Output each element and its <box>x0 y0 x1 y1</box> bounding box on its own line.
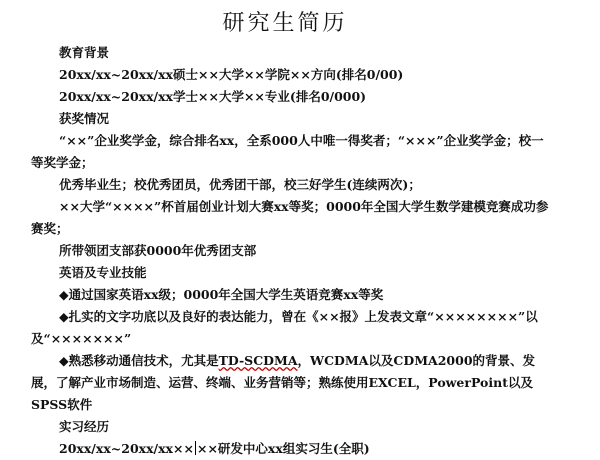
internship-line-1-after: ××研发中心xx组实习生(全职) <box>196 441 370 456</box>
skills-line-2: ◆扎实的文字功底以及良好的表达能力，曾在《××报》上发表文章“××××××××”以及“×××××××” <box>31 309 538 346</box>
education-heading: 教育背景 <box>59 45 110 60</box>
awards-line-1: “××”企业奖学金，综合排名xx，全系000人中唯一得奖者；“×××”企业奖学金；校一等奖学金； <box>31 133 544 170</box>
skills-line-3-before: ◆熟悉移动通信技术，尤其是 <box>59 353 219 368</box>
skills-line-3-after: ，WCDMA以及CDMA2000的背景、发展，了解产业市场制造、运营、终端、业务营销等；熟练使用EXCEL，PowerPoint以及SPSS软件 <box>31 353 536 412</box>
skills-line-3 <box>31 350 556 416</box>
awards-line-2: 优秀毕业生；校优秀团员，优秀团干部，校三好学生(连续两次)； <box>59 177 421 192</box>
resume-title: 研究生简历 <box>222 11 348 36</box>
education-line-2: 20xx/xx~20xx/xx学士××大学××专业(排名0/000) <box>59 89 367 104</box>
skills-heading: 英语及专业技能 <box>59 265 147 280</box>
spellcheck-underlined-word: TD-SCDMA <box>218 353 298 368</box>
text-cursor[interactable] <box>195 441 196 455</box>
internship-heading: 实习经历 <box>59 419 110 434</box>
awards-line-3: ××大学“××××”杯首届创业计划大赛xx等奖；0000年全国大学生数学建模竞赛成功参赛奖； <box>31 199 549 236</box>
internship-line-1-before: 20xx/xx~20xx/xx×× <box>59 441 194 456</box>
education-line-1: 20xx/xx~20xx/xx硕士××大学××学院××方向(排名0/00) <box>59 67 404 82</box>
internship-line-1 <box>31 438 556 460</box>
awards-line-4: 所带领团支部获0000年优秀团支部 <box>59 243 257 258</box>
awards-heading: 获奖情况 <box>59 111 110 126</box>
skills-line-1: ◆通过国家英语xx级；0000年全国大学生英语竞赛xx等奖 <box>59 287 384 302</box>
resume-body <box>31 42 556 460</box>
